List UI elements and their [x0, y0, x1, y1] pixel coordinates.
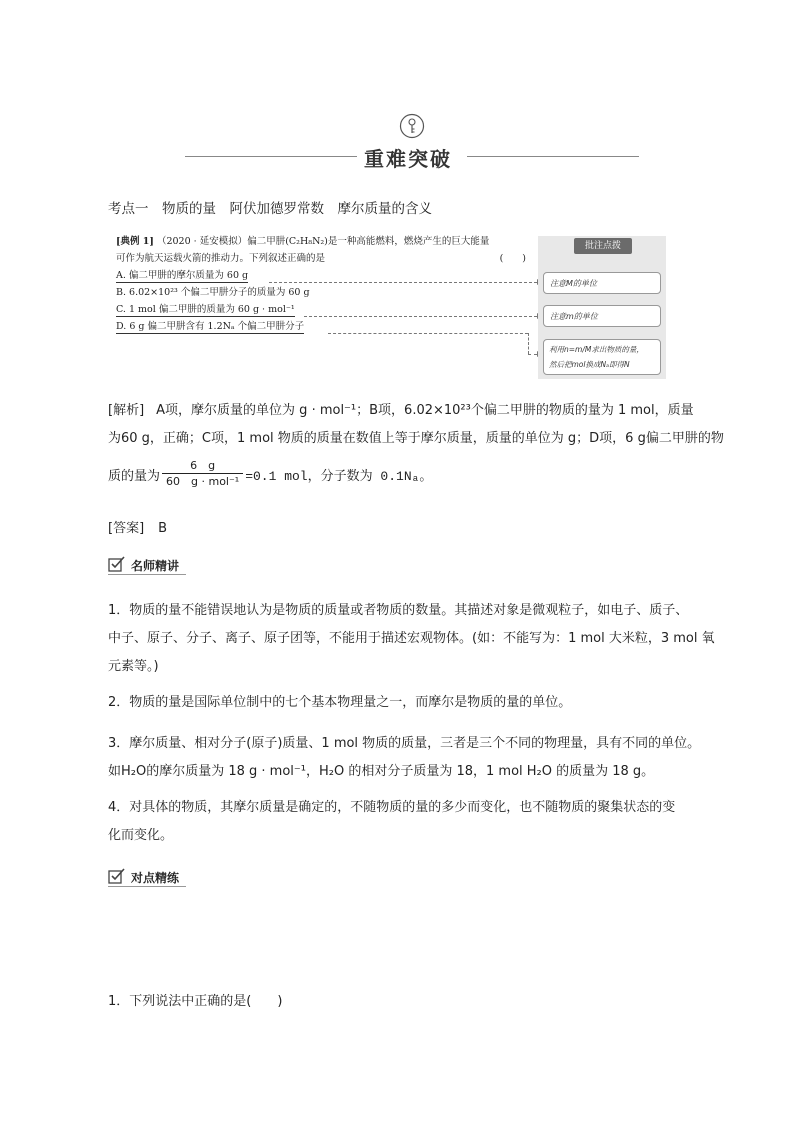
section-title-practice: 对点精练 [131, 871, 180, 885]
example-block [116, 233, 536, 335]
point-1-c: 元素等。) [108, 659, 159, 674]
point-3-b: 如H₂O的摩尔质量为 18 g · mol⁻¹，H₂O 的相对分子质量为 18，1 mol H₂O 的质量为 18 g。 [108, 764, 655, 779]
example-label: [典例 1] [116, 236, 154, 247]
annotation-note-3-line1: 利用n=m/M求出物质的量， [549, 345, 644, 354]
fraction [162, 459, 243, 489]
annotation-note-2: 注意m的单位 [543, 305, 661, 327]
point-4-b: 化而变化。 [108, 828, 174, 843]
point-4 [108, 794, 723, 850]
check-icon [108, 868, 126, 884]
point-3 [108, 730, 723, 786]
check-icon [108, 556, 126, 572]
annotation-note-3 [543, 339, 661, 375]
topic-heading: 考点一 物质的量 阿伏加德罗常数 摩尔质量的含义 [108, 201, 432, 217]
connector-c [304, 316, 537, 317]
point-1-a: 1．物质的量不能错误地认为是物质的质量或者物质的数量。其描述对象是微观粒子，如电子、质子、 [108, 603, 689, 618]
fraction-denominator: 60 g · mol⁻¹ [162, 473, 243, 489]
point-3-a: 3．摩尔质量、相对分子(原子)质量、1 mol 物质的质量，三者是三个不同的物理量，具有不同的单位。 [108, 736, 701, 751]
section-title-explain: 名师精讲 [131, 559, 180, 573]
section-rule-2 [108, 886, 186, 887]
analysis-line-3 [108, 456, 432, 492]
point-1-b: 中子、原子、分子、离子、原子团等，不能用于描述宏观物体。(如：不能写为：1 mol 大米粒，3 mol 氧 [108, 631, 715, 646]
example-paren: ( ) [499, 253, 526, 264]
header-rule-left [185, 156, 357, 157]
annotation-title: 批注点拨 [574, 238, 632, 254]
fraction-numerator: 6 g [190, 459, 216, 472]
answer-line [108, 517, 167, 536]
question-1: 1．下列说法中正确的是( ) [108, 994, 283, 1009]
option-c: C. 1 mol 偏二甲肼的质量为 60 g · mol⁻¹ [116, 304, 295, 315]
page-title: 重难突破 [364, 147, 452, 171]
point-4-a: 4．对具体的物质，其摩尔质量是确定的，不随物质的量的多少而变化，也不随物质的聚集状态的变 [108, 800, 676, 815]
example-stem-1: （2020 · 延安模拟）偏二甲肼(C₂H₈N₂)是一种高能燃料，燃烧产生的巨大能量 [156, 236, 490, 247]
annotation-note-1: 注意M的单位 [543, 272, 661, 294]
connector-d-h2 [528, 354, 537, 355]
point-2: 2．物质的量是国际单位制中的七个基本物理量之一，而摩尔是物质的量的单位。 [108, 695, 572, 710]
option-b: B. 6.02×10²³ 个偏二甲肼分子的质量为 60 g [116, 287, 310, 298]
connector-d-v [528, 333, 529, 354]
connector-a [269, 282, 537, 283]
analysis-text-3a: 质的量为 [108, 468, 161, 484]
answer-value: B [158, 521, 168, 536]
analysis-text-1: A项，摩尔质量的单位为 g · mol⁻¹；B项，6.02×10²³个偏二甲肼的物质的量为 1 mol，质量 [156, 403, 694, 418]
point-1 [108, 597, 723, 681]
section-rule-1 [108, 574, 186, 575]
answer-label: [答案] [108, 521, 145, 536]
analysis-line-1 [108, 399, 738, 418]
analysis-text-3b: =0.1 mol，分子数为 0.1Nₐ。 [245, 468, 433, 484]
annotation-note-3-line2: 然后把mol换成Nₐ即得N [549, 360, 630, 369]
option-a: A. 偏二甲肼的摩尔质量为 60 g [116, 270, 249, 281]
connector-d-h [328, 333, 528, 334]
analysis-label: [解析] [108, 403, 145, 418]
option-d: D. 6 g 偏二甲肼含有 1.2Nₐ 个偏二甲肼分子 [116, 321, 305, 332]
analysis-line-2: 为60 g，正确；C项，1 mol 物质的质量在数值上等于摩尔质量，质量的单位为 g；D项，6 g偏二甲肼的物 [108, 431, 724, 446]
example-stem-2: 可作为航天运载火箭的推动力。下列叙述正确的是 [116, 253, 326, 264]
header-rule-right [467, 156, 639, 157]
header-emblem-icon [399, 113, 425, 139]
